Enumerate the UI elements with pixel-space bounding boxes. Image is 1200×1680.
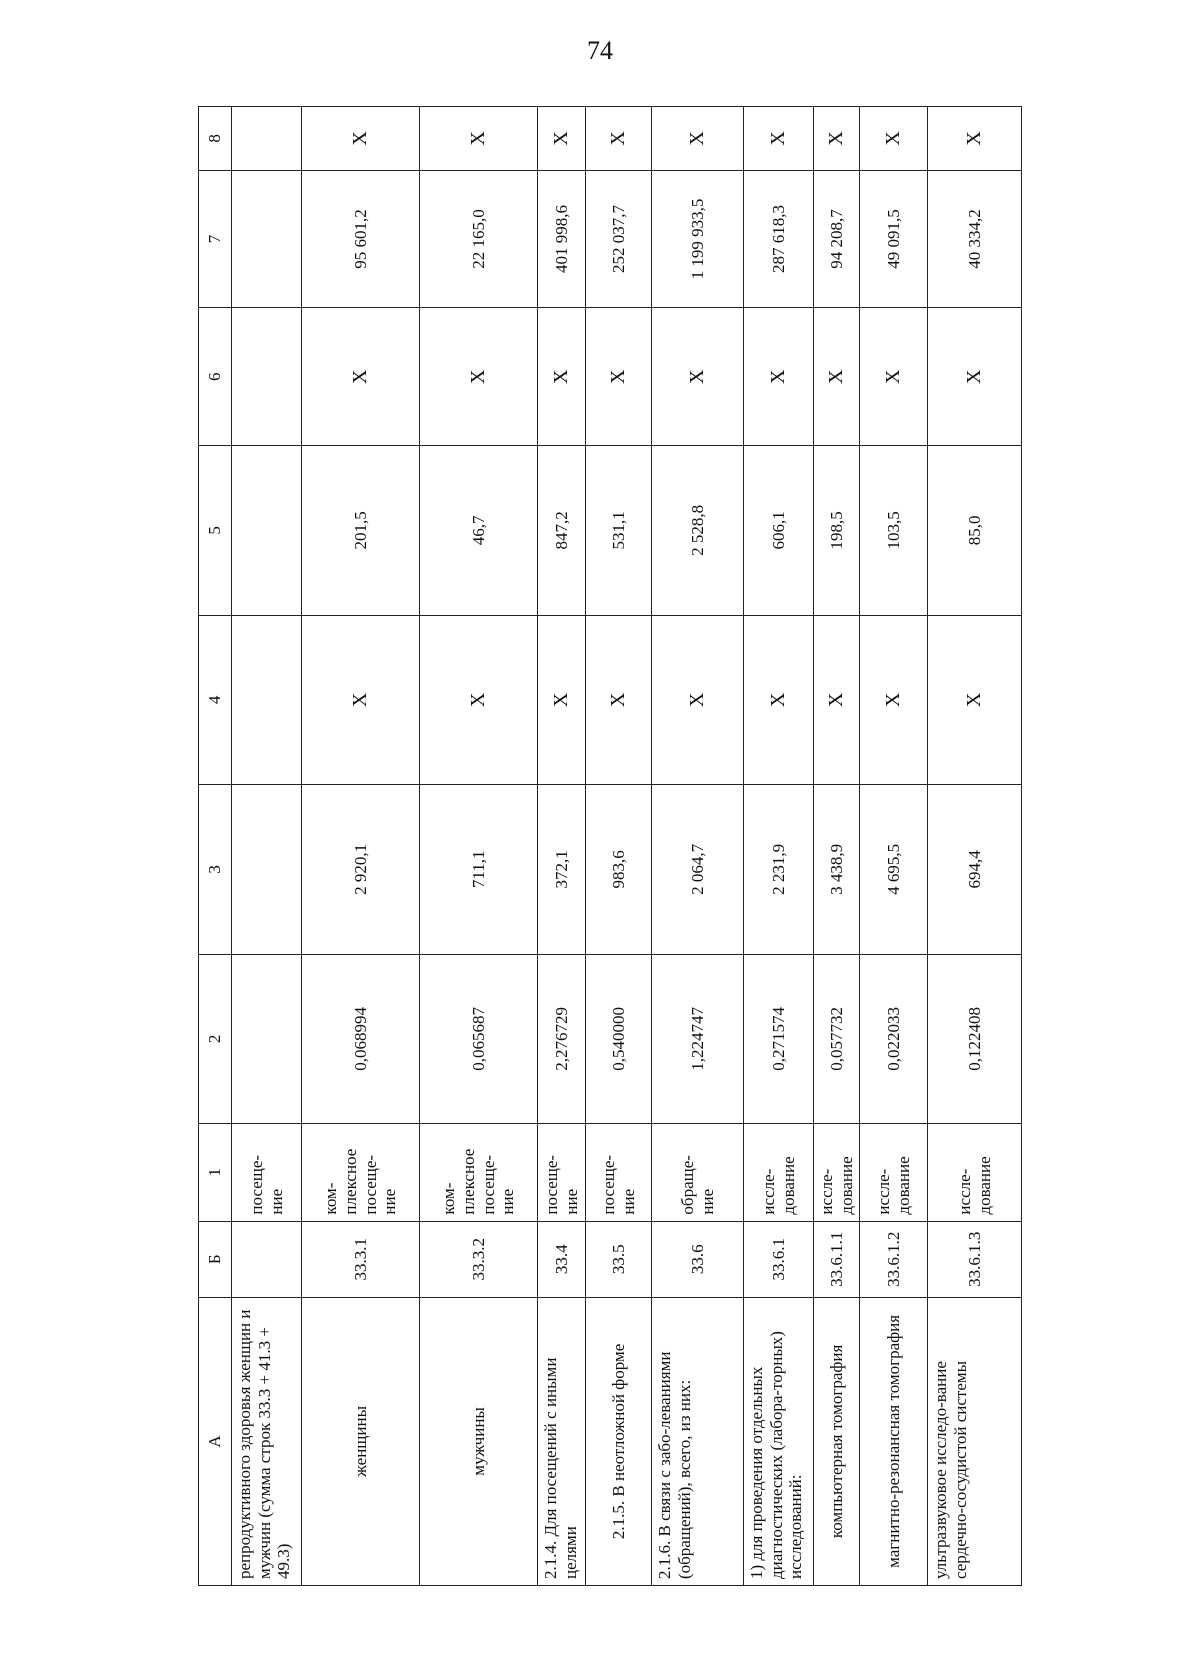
value-cell: X bbox=[928, 308, 1022, 446]
row-label: магнитно-резонансная томография bbox=[860, 1297, 928, 1585]
unit-cell: ком-плексное посеще-ние bbox=[302, 1124, 420, 1221]
table-row bbox=[538, 107, 586, 1586]
value-cell bbox=[232, 615, 302, 785]
header-cell: А bbox=[199, 1297, 232, 1585]
value-cell: X bbox=[814, 615, 860, 785]
value-cell: X bbox=[814, 107, 860, 171]
unit-cell: ком-плексное посеще-ние bbox=[420, 1124, 538, 1221]
value-cell: X bbox=[860, 615, 928, 785]
value-cell: 49 091,5 bbox=[860, 170, 928, 308]
value-cell: 201,5 bbox=[302, 446, 420, 616]
unit-cell: иссле-дование bbox=[860, 1124, 928, 1221]
value-cell bbox=[232, 446, 302, 616]
value-cell: 2 064,7 bbox=[652, 785, 744, 955]
header-cell: Б bbox=[199, 1221, 232, 1297]
value-cell: 0,065687 bbox=[420, 954, 538, 1124]
header-cell: 3 bbox=[199, 785, 232, 955]
value-cell: 94 208,7 bbox=[814, 170, 860, 308]
value-cell: X bbox=[744, 308, 814, 446]
table-row bbox=[420, 107, 538, 1586]
value-cell: 0,057732 bbox=[814, 954, 860, 1124]
row-label: 1) для проведения отдельных диагностических (лабора-торных) исследований: bbox=[744, 1297, 814, 1585]
value-cell: X bbox=[652, 107, 744, 171]
header-row bbox=[199, 107, 232, 1586]
table-row bbox=[744, 107, 814, 1586]
value-cell: X bbox=[302, 615, 420, 785]
row-code: 33.3.1 bbox=[302, 1221, 420, 1297]
value-cell: X bbox=[744, 107, 814, 171]
value-cell: 983,6 bbox=[586, 785, 652, 955]
value-cell: 401 998,6 bbox=[538, 170, 586, 308]
value-cell: 252 037,7 bbox=[586, 170, 652, 308]
value-cell: X bbox=[586, 107, 652, 171]
value-cell: X bbox=[744, 615, 814, 785]
value-cell: X bbox=[538, 107, 586, 171]
value-cell: 2 528,8 bbox=[652, 446, 744, 616]
value-cell bbox=[232, 308, 302, 446]
value-cell: X bbox=[652, 615, 744, 785]
tariff-table bbox=[198, 106, 1022, 1586]
table-row bbox=[814, 107, 860, 1586]
row-label: компьютерная томография bbox=[814, 1297, 860, 1585]
row-label: женщины bbox=[302, 1297, 420, 1585]
value-cell: 22 165,0 bbox=[420, 170, 538, 308]
unit-cell: посеще-ние bbox=[538, 1124, 586, 1221]
value-cell: 2 920,1 bbox=[302, 785, 420, 955]
value-cell: 95 601,2 bbox=[302, 170, 420, 308]
row-code: 33.6.1.2 bbox=[860, 1221, 928, 1297]
value-cell: 3 438,9 bbox=[814, 785, 860, 955]
value-cell: 1 199 933,5 bbox=[652, 170, 744, 308]
value-cell: X bbox=[928, 107, 1022, 171]
row-label: ультразвуковое исследо-вание сердечно-сосудистой системы bbox=[928, 1297, 1022, 1585]
row-code bbox=[232, 1221, 302, 1297]
value-cell: X bbox=[860, 308, 928, 446]
value-cell: 711,1 bbox=[420, 785, 538, 955]
value-cell bbox=[232, 785, 302, 955]
value-cell: 0,068994 bbox=[302, 954, 420, 1124]
value-cell: X bbox=[420, 107, 538, 171]
value-cell: X bbox=[302, 107, 420, 171]
value-cell: X bbox=[420, 308, 538, 446]
value-cell: X bbox=[860, 107, 928, 171]
value-cell: 2 231,9 bbox=[744, 785, 814, 955]
row-label: 2.1.4. Для посещений с иными целями bbox=[538, 1297, 586, 1585]
table-row bbox=[302, 107, 420, 1586]
row-label: репродуктивного здоровья женщин и мужчин (сумма строк 33.3 + 41.3 + 49.3) bbox=[232, 1297, 302, 1585]
unit-cell: иссле-дование bbox=[744, 1124, 814, 1221]
value-cell: X bbox=[928, 615, 1022, 785]
unit-cell: иссле-дование bbox=[814, 1124, 860, 1221]
row-label: 2.1.6. В связи с забо-леваниями (обращений), всего, из них: bbox=[652, 1297, 744, 1585]
value-cell: 0,022033 bbox=[860, 954, 928, 1124]
value-cell: X bbox=[302, 308, 420, 446]
row-code: 33.5 bbox=[586, 1221, 652, 1297]
header-cell: 7 bbox=[199, 170, 232, 308]
header-cell: 1 bbox=[199, 1124, 232, 1221]
value-cell: X bbox=[814, 308, 860, 446]
row-label: 2.1.5. В неотложной форме bbox=[586, 1297, 652, 1585]
value-cell: 606,1 bbox=[744, 446, 814, 616]
row-code: 33.6.1.3 bbox=[928, 1221, 1022, 1297]
header-cell: 5 bbox=[199, 446, 232, 616]
rotated-table-wrapper bbox=[198, 106, 994, 1586]
header-cell: 6 bbox=[199, 308, 232, 446]
table-row bbox=[586, 107, 652, 1586]
table-row bbox=[860, 107, 928, 1586]
value-cell: 40 334,2 bbox=[928, 170, 1022, 308]
table-row bbox=[232, 107, 302, 1586]
value-cell: 4 695,5 bbox=[860, 785, 928, 955]
header-cell: 8 bbox=[199, 107, 232, 171]
value-cell: 2,276729 bbox=[538, 954, 586, 1124]
table-row bbox=[652, 107, 744, 1586]
value-cell: X bbox=[586, 615, 652, 785]
row-code: 33.6 bbox=[652, 1221, 744, 1297]
value-cell: 1,224747 bbox=[652, 954, 744, 1124]
value-cell: X bbox=[420, 615, 538, 785]
value-cell: 847,2 bbox=[538, 446, 586, 616]
value-cell bbox=[232, 954, 302, 1124]
page-number: 74 bbox=[587, 36, 613, 65]
value-cell: X bbox=[538, 615, 586, 785]
value-cell: X bbox=[652, 308, 744, 446]
value-cell: 198,5 bbox=[814, 446, 860, 616]
value-cell: 85,0 bbox=[928, 446, 1022, 616]
unit-cell: обраще-ние bbox=[652, 1124, 744, 1221]
value-cell: 694,4 bbox=[928, 785, 1022, 955]
value-cell: 103,5 bbox=[860, 446, 928, 616]
row-code: 33.4 bbox=[538, 1221, 586, 1297]
row-code: 33.6.1 bbox=[744, 1221, 814, 1297]
value-cell: 0,271574 bbox=[744, 954, 814, 1124]
row-code: 33.3.2 bbox=[420, 1221, 538, 1297]
value-cell: X bbox=[586, 308, 652, 446]
row-code: 33.6.1.1 bbox=[814, 1221, 860, 1297]
unit-cell: посеще-ние bbox=[232, 1124, 302, 1221]
value-cell: 46,7 bbox=[420, 446, 538, 616]
unit-cell: посеще-ние bbox=[586, 1124, 652, 1221]
value-cell: 372,1 bbox=[538, 785, 586, 955]
value-cell bbox=[232, 107, 302, 171]
unit-cell: иссле-дование bbox=[928, 1124, 1022, 1221]
value-cell: 0,122408 bbox=[928, 954, 1022, 1124]
value-cell: 531,1 bbox=[586, 446, 652, 616]
value-cell bbox=[232, 170, 302, 308]
value-cell: 287 618,3 bbox=[744, 170, 814, 308]
value-cell: X bbox=[538, 308, 586, 446]
table-row bbox=[928, 107, 1022, 1586]
value-cell: 0,540000 bbox=[586, 954, 652, 1124]
header-cell: 4 bbox=[199, 615, 232, 785]
table-stage bbox=[198, 106, 1200, 1579]
header-cell: 2 bbox=[199, 954, 232, 1124]
row-label: мужчины bbox=[420, 1297, 538, 1585]
